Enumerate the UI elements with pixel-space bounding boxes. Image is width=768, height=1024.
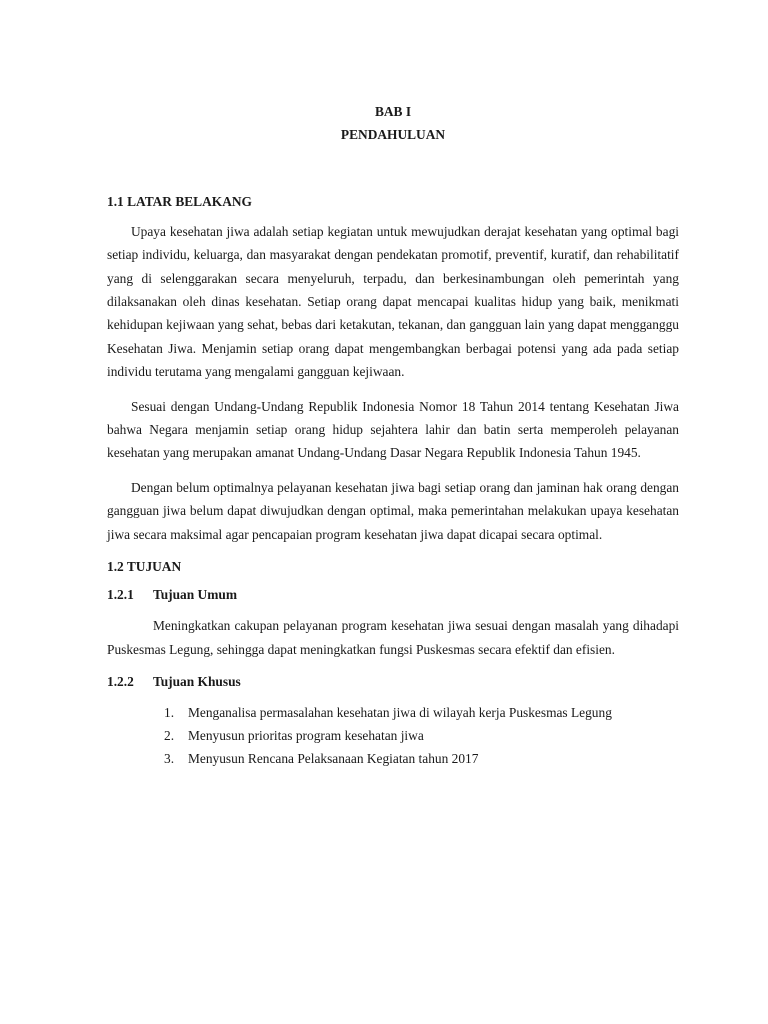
subsection-number: 1.2.2 xyxy=(107,673,134,689)
list-item xyxy=(107,701,679,724)
subsection-title: Tujuan Umum xyxy=(153,587,237,603)
paragraph-latar-belakang-2: Sesuai dengan Undang-Undang Republik Indonesia Nomor 18 Tahun 2014 tentang Kesehatan Jiwa bahwa Negara menjamin setiap orang hidup sejahtera lahir dan batin serta memperoleh pelayanan kesehatan yang merupakan amanat Undang-Undang Dasar Negara Republik Indonesia Tahun 1945. xyxy=(107,398,679,461)
list-item-number: 3. xyxy=(164,750,175,766)
paragraph-tujuan-umum: Meningkatkan cakupan pelayanan program kesehatan jiwa sesuai dengan masalah yang dihadapi Puskesmas Legung, sehingga dapat meningkatkan fungsi Puskesmas secara efektif dan efisien. xyxy=(107,618,679,657)
list-item-text: Menyusun Rencana Pelaksanaan Kegiatan tahun 2017 xyxy=(188,750,479,766)
section-heading-latar-belakang: 1.1 LATAR BELAKANG xyxy=(107,193,252,209)
subsection-number: 1.2.1 xyxy=(107,587,134,603)
list-item-number: 2. xyxy=(164,727,175,743)
chapter-title: PENDAHULUAN xyxy=(340,127,446,143)
section-heading-tujuan: 1.2 TUJUAN xyxy=(107,559,182,575)
subsection-heading-tujuan-umum xyxy=(107,585,679,605)
chapter-number: BAB I xyxy=(374,104,412,119)
tujuan-khusus-list xyxy=(107,701,679,770)
subsection-heading-tujuan-khusus xyxy=(107,672,679,692)
list-item xyxy=(107,747,679,770)
document-page xyxy=(107,100,679,770)
list-item-text: Menyusun prioritas program kesehatan jiwa xyxy=(188,727,424,743)
paragraph-latar-belakang-3: Dengan belum optimalnya pelayanan kesehatan jiwa bagi setiap orang dan jaminan hak orang dengan gangguan jiwa belum dapat diwujudkan dengan optimal, maka pemerintahan melakukan upaya kesehatan jiwa secara maksimal agar pencapaian program kesehatan jiwa dapat dicapai secara optimal. xyxy=(107,479,679,542)
paragraph-latar-belakang-1: Upaya kesehatan jiwa adalah setiap kegiatan untuk mewujudkan derajat kesehatan yang optimal bagi setiap individu, keluarga, dan masyarakat dengan pendekatan promotif, preventif, kuratif, dan rehabilitatif yang di selenggarakan secara menyeluruh, terpadu, dan berkesinambungan oleh pemerintah yang dilaksanakan oleh dinas kesehatan. Setiap orang dapat mencapai kualitas hidup yang baik, menikmati kehidupan kejiwaan yang sehat, bebas dari ketakutan, tekanan, dan gangguan lain yang dapat mengganggu Kesehatan Jiwa. Menjamin setiap orang dapat mengembangkan berbagai potensi yang ada pada setiap individu terutama yang mengalami gangguan kejiwaan. xyxy=(107,223,679,380)
list-item-number: 1. xyxy=(164,704,175,720)
list-item xyxy=(107,724,679,747)
list-item-text: Menganalisa permasalahan kesehatan jiwa di wilayah kerja Puskesmas Legung xyxy=(188,704,612,720)
subsection-title: Tujuan Khusus xyxy=(153,673,241,689)
